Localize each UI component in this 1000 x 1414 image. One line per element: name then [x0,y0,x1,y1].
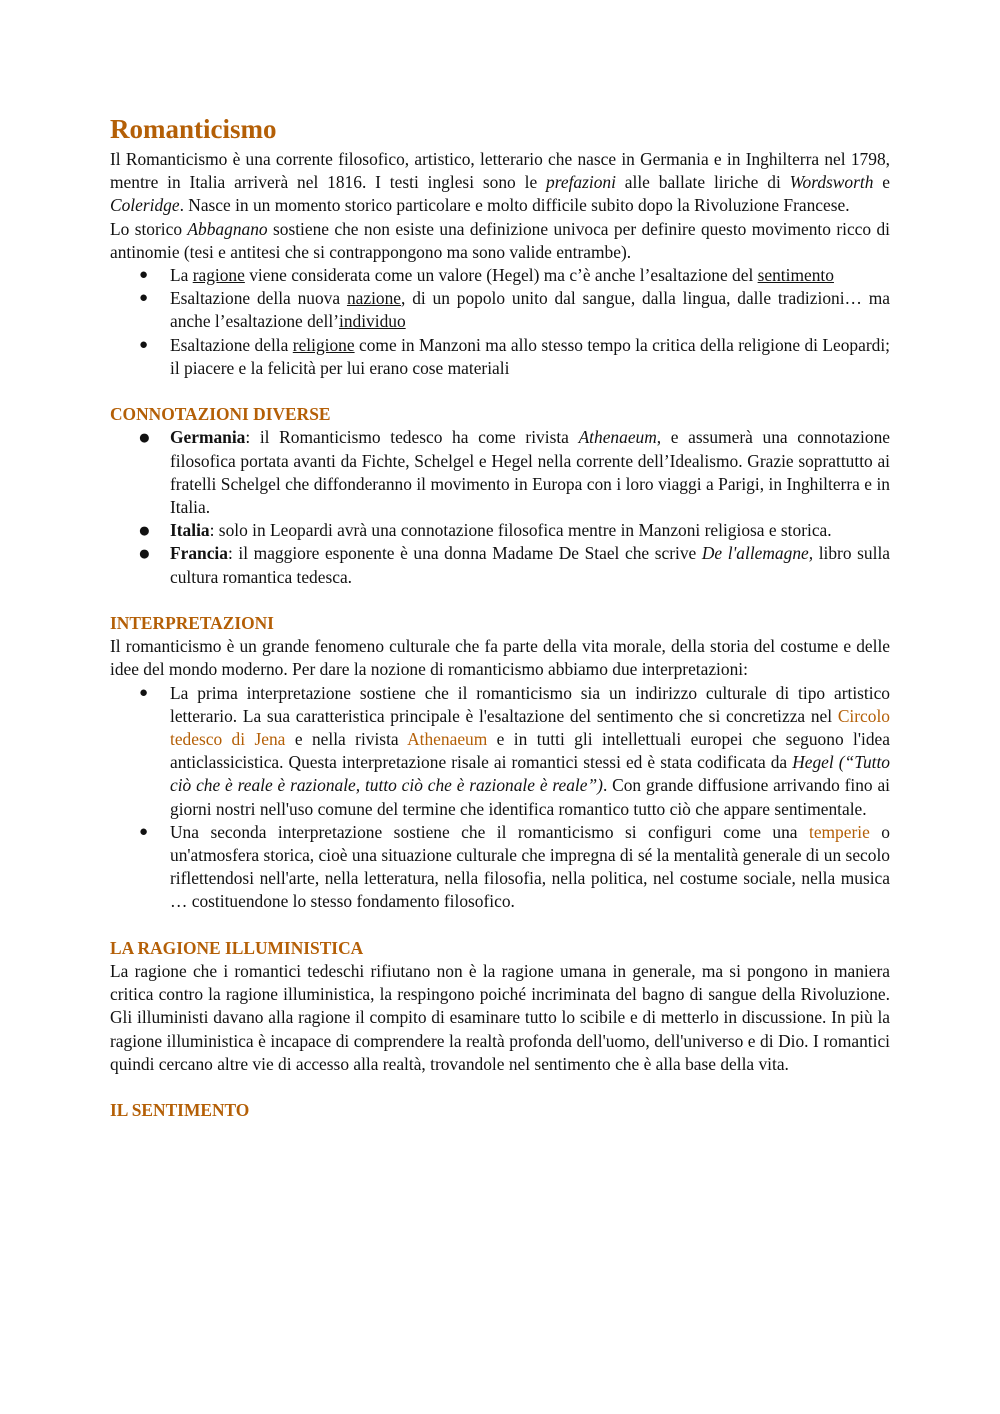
bullet-icon: ● [138,425,151,450]
interpretazioni-list [110,682,890,914]
section-heading-connotazioni: CONNOTAZIONI DIVERSE [110,404,331,425]
bullet-icon: ● [139,684,149,701]
intro-paragraph-2: Lo storico Abbagnano sostiene che non esiste una definizione univoca per definire questo movimento ricco di antinomie (tesi e antitesi che si contrappongono ma sono valide entrambe). [110,218,890,262]
section-heading-interpretazioni: INTERPRETAZIONI [110,613,274,634]
list-item: ● Una seconda interpretazione sostiene che il romanticismo si configuri come una temperie o un'atmosfera storica, cioè una situazione culturale che impregna di sé la mentalità generale di un secolo riflettendosi nell'arte, nella letteratura, nella filosofia, nella politica, nel costume sociale, nella musica … costituendone lo stesso fondamento filosofico. [139,821,890,912]
section-heading-sentimento: IL SENTIMENTO [110,1100,250,1121]
intro-bullet-list [110,264,890,380]
connotazioni-list [110,426,890,588]
ragione-paragraph: La ragione che i romantici tedeschi rifiutano non è la ragione umana in generale, ma si pongono in maniera critica contro la ragione illuministica, la respingono poiché incriminata del bagno di sangue della Rivoluzione. Gli illuministi davano alla ragione il compito di esaminare tutto lo scibile e di metterlo in discussione. In più la ragione illuministica è incapace di comprendere la realtà profonda dell'uomo, dell'universo e di Dio. I romantici quindi cercano altre vie di accesso alla realtà, trovandole nel sentimento che è alla base della vita. [110,961,890,1074]
bullet-icon: ● [138,518,151,543]
list-item: ● La prima interpretazione sostiene che il romanticismo sia un indirizzo culturale di tipo artistico letterario. La sua caratteristica principale è l'esaltazione del sentimento che si concretizza nel Circolo tedesco di Jena e nella rivista Athenaeum e in tutti gli intellettuali europei che seguono l'idea anticlassicistica. Questa interpretazione risale ai romantici stessi ed è stata codificata da Hegel (“Tutto ciò che è reale è razionale, tutto ciò che è razionale è reale”). Con grande diffusione arrivando fino ai giorni nostri nell'uso comune del termine che identifica romantico tutto ciò che appare sentimentale. [139,682,890,819]
bullet-icon: ● [139,823,149,840]
list-item: ● Francia: il maggiore esponente è una donna Madame De Stael che scrive De l'allemagne, libro sulla cultura romantica tedesca. [138,541,891,587]
bullet-icon: ● [139,290,149,307]
page-title: Romanticismo [110,114,277,144]
bullet-icon: ● [139,336,149,353]
bullet-icon: ● [138,541,151,566]
document-body [110,112,890,1122]
list-item: ● La ragione viene considerata come un valore (Hegel) ma c’è anche l’esaltazione del sentimento [110,264,890,287]
list-item: ● Italia: solo in Leopardi avrà una connotazione filosofica mentre in Manzoni religiosa e storica. [138,518,832,543]
list-item: ● Germania: il Romanticismo tedesco ha come rivista Athenaeum, e assumerà una connotazione filosofica portata avanti da Fichte, Schelgel e Hegel nella corrente dell’Idealismo. Grazie soprattutto ai fratelli Schelgel che diffonderanno il movimento in Europa con i loro viaggi a Parigi, in Inghilterra e in Italia. [138,425,891,518]
intro-paragraph-1: Il Romanticismo è una corrente filosofico, artistico, letterario che nasce in Germania e in Inghilterra nel 1798, mentre in Italia arriverà nel 1816. I testi inglesi sono le prefazioni alle ballate liriche di Wordsworth e Coleridge. Nasce in un momento storico particolare e molto difficile subito dopo la Rivoluzione Francese. [110,149,890,216]
list-item: ● Esaltazione della nuova nazione, di un popolo unito dal sangue, dalla lingua, dalle tradizioni… ma anche l’esaltazione dell’individuo [139,288,891,332]
interpretazioni-intro: Il romanticismo è un grande fenomeno culturale che fa parte della vita morale, della storia del costume e delle idee del mondo moderno. Per dare la nozione di romanticismo abbiamo due interpretazioni: [110,636,890,680]
section-heading-ragione: LA RAGIONE ILLUMINISTICA [110,937,364,958]
bullet-icon: ● [139,267,149,284]
list-item: ● Esaltazione della religione come in Manzoni ma allo stesso tempo la critica della religione di Leopardi; il piacere e la felicità per lui erano cose materiali [139,334,890,378]
